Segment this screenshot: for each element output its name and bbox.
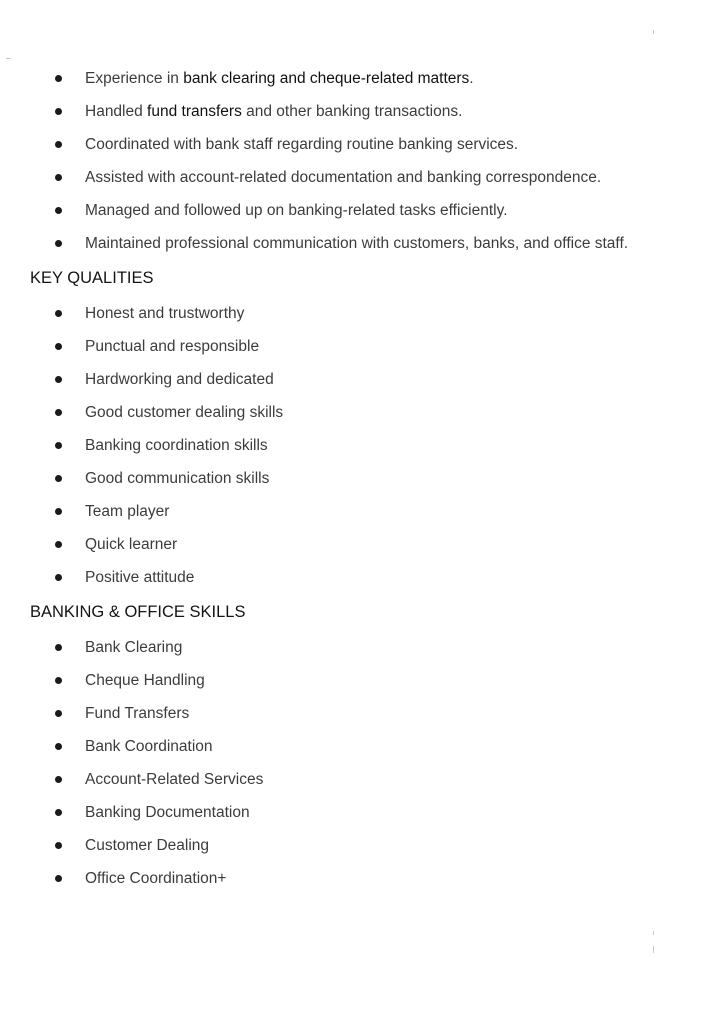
list-item [0, 796, 707, 829]
bullet-icon [53, 664, 65, 697]
list-item [0, 561, 707, 594]
scan-mark [653, 931, 654, 935]
list-item [0, 128, 707, 161]
bullet-icon [53, 363, 65, 396]
bullet-icon [53, 829, 65, 862]
quality-item-text: Banking coordination skills [85, 437, 268, 454]
skill-item-text: Cheque Handling [85, 672, 205, 689]
list-item [0, 227, 707, 260]
skill-item-text: Customer Dealing [85, 837, 210, 854]
bullet-icon [53, 330, 65, 363]
list-item [0, 862, 707, 895]
bullet-icon [53, 297, 65, 330]
experience-item-text [85, 62, 474, 95]
skill-item-text: Bank Coordination [85, 738, 213, 755]
list-item [0, 664, 707, 697]
section-heading-key-qualities: KEY QUALITIES [30, 269, 154, 287]
quality-item-text: Punctual and responsible [85, 338, 260, 355]
list-item [0, 763, 707, 796]
text-run: Handled [85, 103, 148, 120]
list-item [0, 396, 707, 429]
list-item [0, 95, 707, 128]
skill-item-text: Account-Related Services [85, 771, 264, 788]
bullet-icon [53, 561, 65, 594]
bullet-icon [53, 631, 65, 664]
bullet-icon [53, 862, 65, 895]
skill-item-text: Fund Transfers [85, 705, 190, 722]
bullet-icon [53, 697, 65, 730]
bullet-icon [53, 730, 65, 763]
bullet-icon [53, 429, 65, 462]
bullet-icon [53, 227, 65, 260]
bullet-icon [53, 194, 65, 227]
list-item [0, 495, 707, 528]
quality-item-text: Quick learner [85, 536, 178, 553]
experience-item-text: Coordinated with bank staff regarding routine banking services. [85, 136, 519, 153]
scan-mark [6, 58, 11, 59]
emphasized-text: fund transfers [147, 103, 242, 120]
quality-item-text: Good customer dealing skills [85, 404, 284, 421]
list-item [0, 161, 707, 194]
experience-item-text: Managed and followed up on banking-related tasks efficiently. [85, 202, 508, 219]
list-item [0, 462, 707, 495]
bullet-icon [53, 128, 65, 161]
bullet-icon [53, 528, 65, 561]
quality-item-text: Honest and trustworthy [85, 305, 245, 322]
text-run: . [469, 70, 474, 87]
quality-item-text: Positive attitude [85, 569, 195, 586]
bullet-icon [53, 495, 65, 528]
list-item [0, 297, 707, 330]
quality-item-text: Hardworking and dedicated [85, 371, 274, 388]
scan-mark [653, 30, 654, 34]
key-qualities-list [0, 297, 707, 594]
bullet-icon [53, 462, 65, 495]
bullet-icon [53, 95, 65, 128]
list-item [0, 829, 707, 862]
list-item [0, 194, 707, 227]
banking-office-skills-list [0, 631, 707, 895]
scan-mark [653, 946, 654, 953]
bullet-icon [53, 763, 65, 796]
quality-item-text: Good communication skills [85, 470, 270, 487]
experience-item-text [85, 95, 462, 128]
bullet-icon [53, 396, 65, 429]
emphasized-text: bank clearing and cheque-related matters [183, 70, 470, 87]
bullet-icon [53, 62, 65, 95]
text-run: and other banking transactions. [241, 103, 463, 120]
bullet-icon [53, 796, 65, 829]
skill-item-text: Office Coordination+ [85, 870, 227, 887]
bullet-icon [53, 161, 65, 194]
skill-item-text: Banking Documentation [85, 804, 250, 821]
list-item [0, 330, 707, 363]
section-heading-banking-office-skills: BANKING & OFFICE SKILLS [30, 603, 246, 621]
list-item [0, 730, 707, 763]
experience-item-text: Maintained professional communication with customers, banks, and office staff. [85, 235, 629, 252]
list-item [0, 429, 707, 462]
quality-item-text: Team player [85, 503, 170, 520]
experience-item-text: Assisted with account-related documentation and banking correspondence. [85, 169, 602, 186]
text-run: Experience in [85, 70, 184, 87]
list-item [0, 697, 707, 730]
list-item [0, 62, 707, 95]
skill-item-text: Bank Clearing [85, 639, 183, 656]
list-item [0, 631, 707, 664]
experience-list [0, 62, 707, 260]
list-item [0, 363, 707, 396]
list-item [0, 528, 707, 561]
